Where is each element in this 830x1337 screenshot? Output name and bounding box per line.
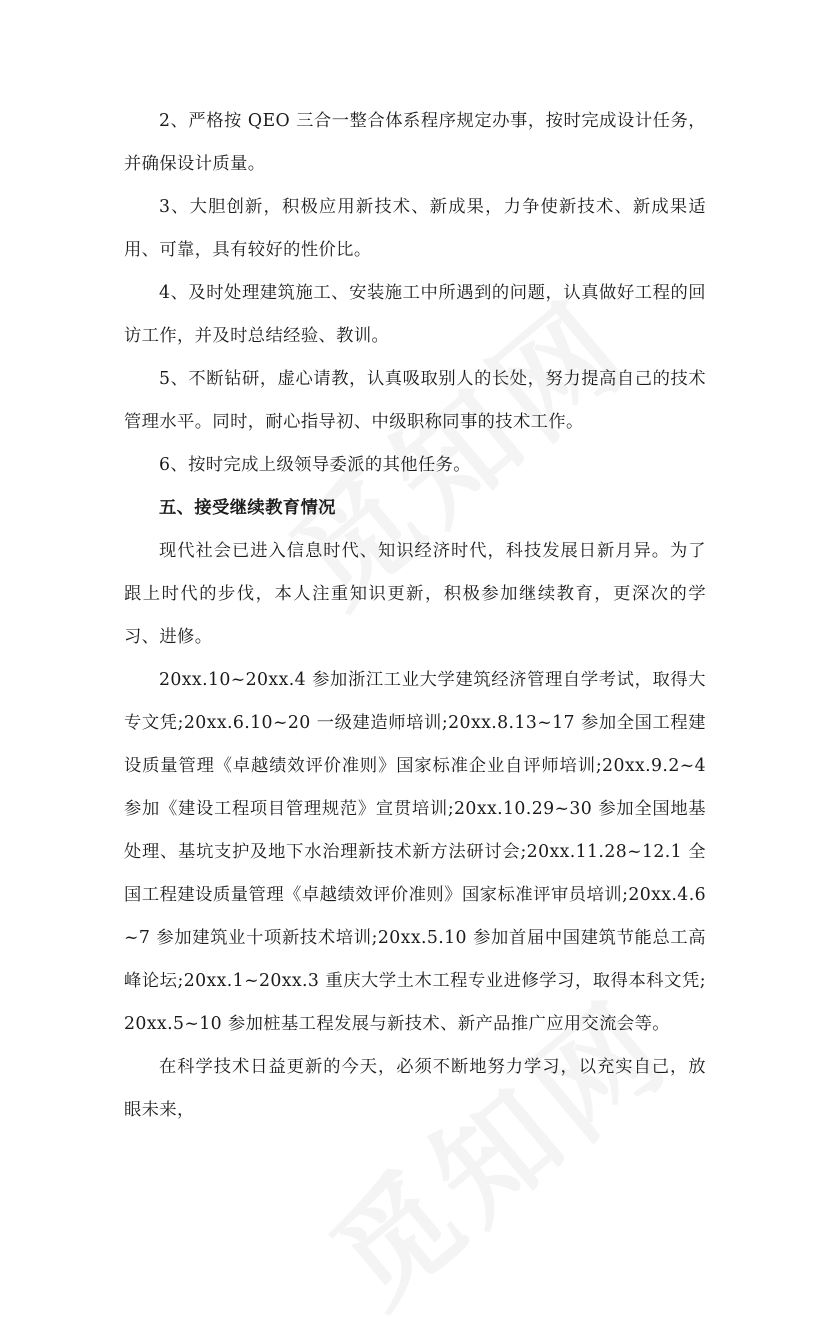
paragraph-item-4: 4、及时处理建筑施工、安装施工中所遇到的问题，认真做好工程的回访工作，并及时总结经验、教训。 [124,283,706,346]
closing-paragraph: 在科学技术日益更新的今天，必须不断地努力学习，以充实自己，放眼未来， [124,1057,706,1120]
paragraph-item-6: 6、按时完成上级领导委派的其他任务。 [159,455,471,475]
paragraph-item-2: 2、严格按 QEO 三合一整合体系程序规定办事，按时完成设计任务，并确保设计质量。 [124,111,706,174]
document-body [124,100,706,1132]
section-intro-paragraph: 现代社会已进入信息时代、知识经济时代，科技发展日新月异。为了跟上时代的步伐，本人注重知识更新，积极参加继续教育，更深次的学习、进修。 [124,541,706,647]
paragraph-item-5: 5、不断钻研，虚心请教，认真吸取别人的长处，努力提高自己的技术管理水平。同时，耐心指导初、中级职称同事的技术工作。 [124,369,706,432]
section-heading: 五、接受继续教育情况 [159,498,336,518]
education-history-paragraph: 20xx.10~20xx.4 参加浙江工业大学建筑经济管理自学考试，取得大专文凭;20xx.6.10~20 一级建造师培训;20xx.8.13~17 参加全国工程建设质量管理《卓越绩效评价准则》国家标准企业自评师培训;20xx.9.2~4 参加《建设工程项目管理规范》宣贯培训;20xx.10.29~30 参加全国地基处理、基坑支护及地下水治理新技术新方法研讨会;20xx.11.28~12.1 全国工程建设质量管理《卓越绩效评价准则》国家标准评审员培训;20xx.4.6~7 参加建筑业十项新技术培训;20xx.5.10 参加首届中国建筑节能总工高峰论坛;20xx.1~20xx.3 重庆大学土木工程专业进修学习，取得本科文凭;20xx.5~10 参加桩基工程发展与新技术、新产品推广应用交流会等。 [124,670,706,1034]
paragraph-item-3: 3、大胆创新，积极应用新技术、新成果，力争使新技术、新成果适用、可靠，具有较好的性价比。 [124,197,706,260]
